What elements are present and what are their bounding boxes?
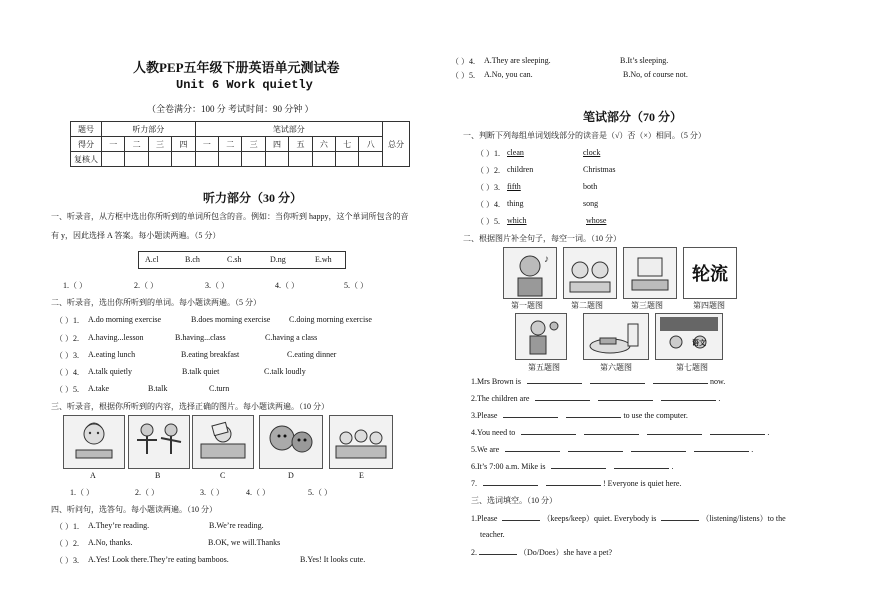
listening-s2-heading: 二、听录音，选出你所听到的单词。每小题读两遍。（5 分） <box>51 298 261 307</box>
score-table-cell[interactable] <box>195 152 218 167</box>
fill-blank[interactable] <box>584 427 639 435</box>
option-a: A.take <box>88 384 110 393</box>
score-table-cell: 七 <box>336 137 359 152</box>
option-a: A.No, thanks. <box>88 538 133 547</box>
sentence-start: 2.The children are <box>471 394 530 403</box>
answer-blank[interactable]: （ ）3. <box>476 183 500 192</box>
picture-1-singer <box>503 247 557 299</box>
picture-4-text: 轮流 <box>692 264 728 285</box>
word-2: both <box>583 182 598 191</box>
text-fragment: （Do/Does）she have a pet? <box>519 548 613 557</box>
picture-2-children-reading <box>563 247 617 299</box>
picture-caption: 第四题图 <box>693 301 725 310</box>
score-table-cell[interactable] <box>102 152 125 167</box>
picture-label: A <box>90 471 96 480</box>
fill-blank[interactable] <box>590 376 645 384</box>
text-fragment: 1.Please <box>471 514 498 523</box>
score-table <box>70 121 410 167</box>
text-fragment: （keeps/keep）quiet. Everybody is <box>542 514 657 523</box>
sentence-start: 5.We are <box>471 445 500 454</box>
picture-caption: 第三题图 <box>631 301 663 310</box>
option-b: B.eating breakfast <box>181 350 240 359</box>
answer-blank[interactable]: 1.（ ） <box>70 488 94 497</box>
sound-options-box <box>138 251 346 269</box>
sentence-start: 7. <box>471 479 477 488</box>
score-table-cell: 八 <box>359 137 383 152</box>
answer-blank[interactable]: （ ）2. <box>55 539 79 548</box>
option-a: A.Yes! Look there.They’re eating bamboos. <box>88 555 229 564</box>
score-table-header-cell: 听力部分 <box>102 122 196 137</box>
picture-label: E <box>359 471 364 480</box>
listening-s3-heading: 三、听录音，根据你所听到的内容，选择正确的图片。每小题读两遍。（10 分） <box>51 402 329 411</box>
option-a: A.They’re reading. <box>88 521 150 530</box>
text-fragment: （listening/listens）to the <box>701 514 786 523</box>
sentence-end: . <box>767 428 770 437</box>
score-table-cell[interactable] <box>336 152 359 167</box>
answer-blank[interactable]: （ ）2. <box>55 334 79 343</box>
listening-heading: 听力部分（30 分） <box>203 191 303 205</box>
option-c: C.having a class <box>265 333 318 342</box>
option-b: B.No, of course not. <box>623 70 688 79</box>
option-b: B.Yes! It looks cute. <box>300 555 366 564</box>
picture-label: B <box>155 471 161 480</box>
sentence-6 <box>471 461 673 471</box>
choose-word-1-cont: teacher. <box>480 530 505 539</box>
option-a: A.do morning exercise <box>88 315 162 324</box>
picture-caption: 第五题图 <box>528 363 560 372</box>
answer-blank[interactable]: （ ）4. <box>476 200 500 209</box>
score-table-row-label: 得分 <box>71 137 102 152</box>
picture-3-computer <box>623 247 677 299</box>
picture-girl-eating <box>63 415 125 469</box>
answer-blank[interactable]: 2.（ ） <box>134 281 158 290</box>
word-1: fifth <box>507 182 521 191</box>
answer-blank[interactable]: 1.（ ） <box>63 281 87 290</box>
picture-monkeys <box>259 415 323 469</box>
answer-blank[interactable]: （ ）3. <box>55 351 79 360</box>
answer-blank[interactable]: （ ）3. <box>55 556 79 565</box>
word-2: song <box>583 199 599 208</box>
picture-5-person <box>515 313 567 360</box>
exam-info: （全卷满分：100 分 考试时间：90 分钟 ） <box>147 104 314 114</box>
score-table-cell: 一 <box>195 137 218 152</box>
fill-blank[interactable] <box>479 547 517 555</box>
sentence-end: ! Everyone is quiet here. <box>603 479 682 488</box>
sentence-start: 4.You need to <box>471 428 516 437</box>
fill-blank[interactable] <box>551 461 606 469</box>
answer-blank[interactable]: （ ）1. <box>476 149 500 158</box>
sentence-4 <box>471 427 769 437</box>
listening-s4-heading: 四、听问句，选答句。每小题读两遍。（10 分） <box>51 505 217 514</box>
fill-blank[interactable] <box>521 427 576 435</box>
option-b: B.talk quiet <box>182 367 220 376</box>
answer-blank[interactable]: 2.（ ） <box>135 488 159 497</box>
answer-blank[interactable]: 5.（ ） <box>308 488 332 497</box>
word-1: children <box>507 165 534 174</box>
fill-blank[interactable] <box>505 444 560 452</box>
unit-title: Unit 6 Work quietly <box>176 78 313 92</box>
fill-blank[interactable] <box>568 444 623 452</box>
picture-6-breakfast <box>583 313 649 360</box>
option-b: B.having...class <box>175 333 226 342</box>
score-table-cell: 二 <box>125 137 148 152</box>
picture-label: C <box>220 471 226 480</box>
exam-title: 人教PEP五年级下册英语单元测试卷 <box>133 60 340 75</box>
option-a: A.No, you can. <box>484 70 533 79</box>
score-table-cell: 四 <box>172 137 195 152</box>
score-table-cell[interactable] <box>265 152 288 167</box>
fill-blank[interactable] <box>502 513 540 521</box>
score-table-cell[interactable] <box>148 152 171 167</box>
answer-blank[interactable]: （ ）1. <box>55 522 79 531</box>
fill-blank[interactable] <box>694 444 749 452</box>
answer-blank[interactable]: （ ）5. <box>451 71 475 80</box>
fill-blank[interactable] <box>647 427 702 435</box>
answer-blank[interactable]: 3.（ ） <box>200 488 224 497</box>
fill-blank[interactable] <box>614 461 669 469</box>
sound-option: B.ch <box>185 255 200 264</box>
score-table-cell: 三 <box>242 137 265 152</box>
score-table-cell: 二 <box>219 137 242 152</box>
answer-blank[interactable]: 4.（ ） <box>246 488 270 497</box>
score-table-header-cell: 总分 <box>383 122 410 167</box>
sound-option: D.ng <box>270 255 286 264</box>
answer-blank[interactable]: 3.（ ） <box>205 281 229 290</box>
sentence-end: to use the computer. <box>623 411 688 420</box>
fill-blank[interactable] <box>661 513 699 521</box>
score-table-cell: 一 <box>102 137 125 152</box>
fill-blank[interactable] <box>661 393 716 401</box>
listening-s1-instruction: 一、听录音，从方框中选出你所听到的单词所包含的音。例如：当你听到 happy，这个单词所包含的音 <box>51 212 409 221</box>
sentence-2 <box>471 393 720 403</box>
option-c: C.eating dinner <box>287 350 337 359</box>
word-1: thing <box>507 199 524 208</box>
answer-blank[interactable]: 5.（ ） <box>344 281 368 290</box>
word-1: clean <box>507 148 524 157</box>
choose-word-1 <box>471 513 786 524</box>
score-table-cell: 五 <box>289 137 312 152</box>
score-table-cell[interactable] <box>289 152 312 167</box>
sentence-end: . <box>751 445 754 454</box>
sentence-end: . <box>718 394 721 403</box>
score-table-cell[interactable] <box>125 152 148 167</box>
sentence-start: 1.Mrs Brown is <box>471 377 522 386</box>
picture-7-class <box>655 313 723 360</box>
score-table-cell[interactable] <box>242 152 265 167</box>
option-a: A.eating lunch <box>88 350 136 359</box>
picture-children-exercise <box>128 415 190 469</box>
fill-blank[interactable] <box>503 410 558 418</box>
option-b: B.It’s sleeping. <box>620 56 669 65</box>
written-s2-heading: 二、根据图片补全句子，每空一词。（10 分） <box>463 234 621 243</box>
score-table-header-cell: 笔试部分 <box>195 122 382 137</box>
score-table-cell[interactable] <box>312 152 335 167</box>
option-b: B.OK, we will.Thanks <box>208 538 281 547</box>
written-s3-heading: 三、选词填空。（10 分） <box>471 496 557 505</box>
score-table-cell[interactable] <box>219 152 242 167</box>
listening-s1-instruction-2: 有 y，因此选择 A 答案。每小题读两遍。（5 分） <box>51 231 221 240</box>
svg-text:♪: ♪ <box>544 254 549 265</box>
picture-studying <box>192 415 254 469</box>
written-heading: 笔试部分（70 分） <box>583 110 683 124</box>
sentence-start: 6.It’s 7:00 a.m. Mike is <box>471 462 546 471</box>
fill-blank[interactable] <box>598 393 653 401</box>
option-c: C.doing morning exercise <box>289 315 372 324</box>
option-a: A.They are sleeping. <box>484 56 551 65</box>
option-b: B.does morning exercise <box>191 315 271 324</box>
answer-blank[interactable]: （ ）2. <box>476 166 500 175</box>
fill-blank[interactable] <box>527 376 582 384</box>
score-table-header-cell: 题号 <box>71 122 102 137</box>
sentence-7 <box>471 478 681 488</box>
sound-option: C.sh <box>227 255 242 264</box>
answer-blank[interactable]: （ ）4. <box>451 57 475 66</box>
sound-option: E.wh <box>315 255 332 264</box>
option-b: B.talk <box>148 384 168 393</box>
option-a: A.talk quietly <box>88 367 132 376</box>
picture-caption: 第七题图 <box>676 363 708 372</box>
sentence-end: . <box>671 462 674 471</box>
picture-classroom <box>329 415 393 469</box>
score-table-cell[interactable] <box>172 152 195 167</box>
score-table-cell: 六 <box>312 137 335 152</box>
sentence-start: 3.Please <box>471 411 498 420</box>
word-2: Christmas <box>583 165 616 174</box>
picture-label: D <box>288 471 294 480</box>
word-2: clock <box>583 148 601 157</box>
written-s1-heading: 一、判断下列每组单词划线部分的读音是（√）否（×）相同。（5 分） <box>463 131 706 140</box>
option-b: B.We’re reading. <box>209 521 264 530</box>
sentence-5 <box>471 444 753 454</box>
score-table-row-label: 复核人 <box>71 152 102 167</box>
word-2: whose <box>586 216 607 225</box>
fill-blank[interactable] <box>653 376 708 384</box>
answer-blank[interactable]: （ ）5. <box>55 385 79 394</box>
fill-blank[interactable] <box>546 478 601 486</box>
text-fragment: 2. <box>471 548 477 557</box>
picture-4-take-turns <box>683 247 737 299</box>
sentence-1 <box>471 376 725 386</box>
option-a: A.having...lesson <box>88 333 144 342</box>
sound-option: A.cl <box>145 255 159 264</box>
fill-blank[interactable] <box>566 410 621 418</box>
sentence-end: now. <box>710 377 726 386</box>
score-table-cell: 三 <box>148 137 171 152</box>
choose-word-2 <box>471 547 612 558</box>
answer-blank[interactable]: （ ）5. <box>476 217 500 226</box>
picture-caption: 第一题图 <box>511 301 543 310</box>
fill-blank[interactable] <box>535 393 590 401</box>
picture-caption: 第二题图 <box>571 301 603 310</box>
score-table-cell: 四 <box>265 137 288 152</box>
answer-blank[interactable]: （ ）4. <box>55 368 79 377</box>
option-c: C.turn <box>209 384 230 393</box>
picture-7-text: 语文 <box>692 339 706 347</box>
picture-caption: 第六题图 <box>600 363 632 372</box>
option-c: C.talk loudly <box>264 367 306 376</box>
answer-blank[interactable]: 4.（ ） <box>275 281 299 290</box>
fill-blank[interactable] <box>631 444 686 452</box>
answer-blank[interactable]: （ ）1. <box>55 316 79 325</box>
fill-blank[interactable] <box>483 478 538 486</box>
score-table-cell[interactable] <box>359 152 383 167</box>
word-1: which <box>507 216 527 225</box>
sentence-3 <box>471 410 688 420</box>
fill-blank[interactable] <box>710 427 765 435</box>
